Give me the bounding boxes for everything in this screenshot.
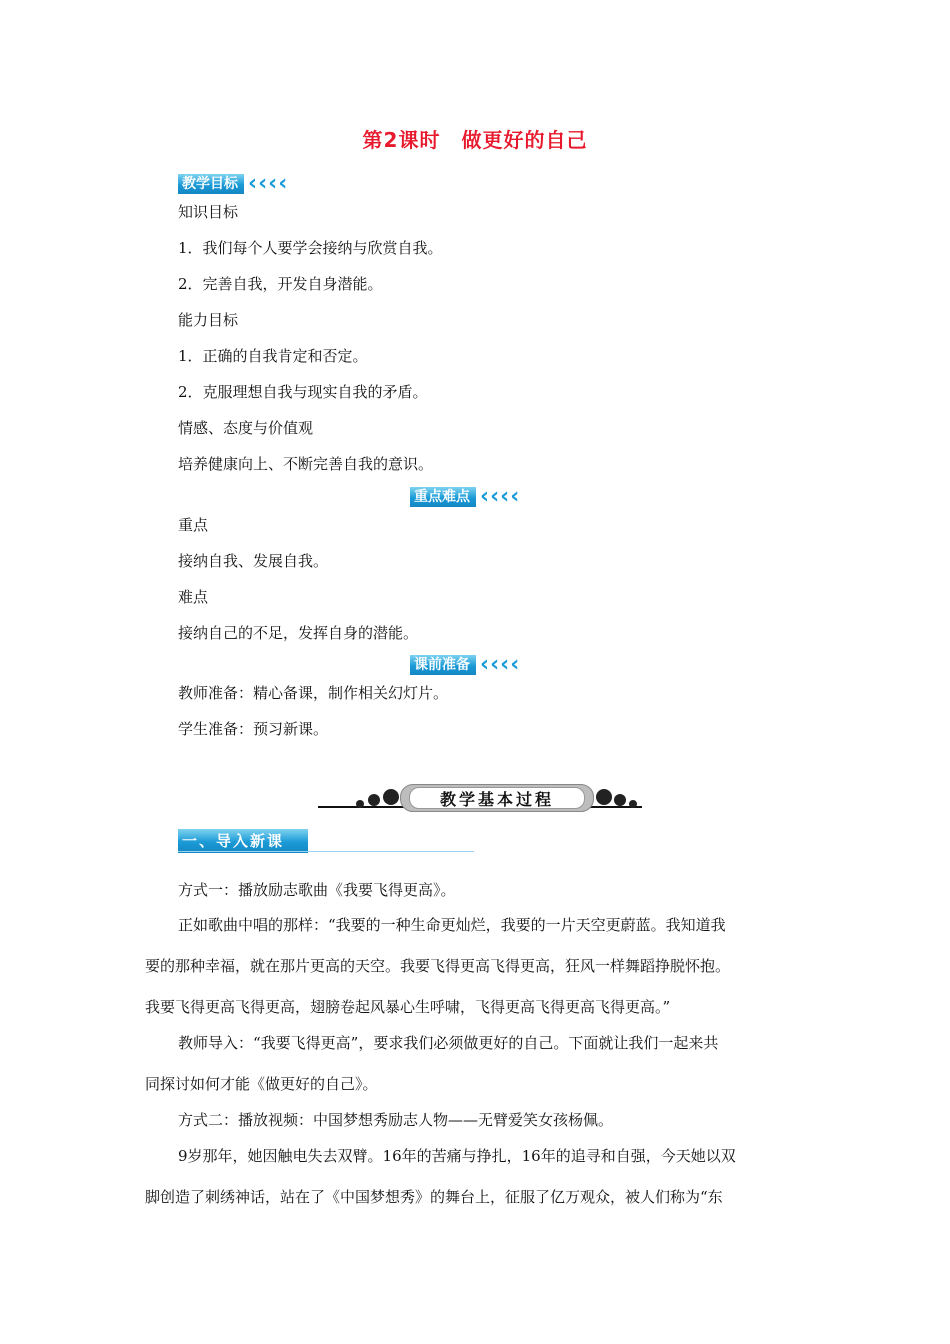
intro-paragraph-line: 9岁那年，她因触电失去双臂。16年的苦痛与挣扎，16年的追寻和自强，今天她以双	[178, 1147, 736, 1165]
emotion-heading: 情感、态度与价值观	[178, 419, 314, 437]
teacher-preparation: 教师准备：精心备课，制作相关幻灯片。	[178, 684, 449, 702]
ability-item: 1．正确的自我肯定和否定。	[178, 347, 368, 365]
intro-way1: 方式一：播放励志歌曲《我要飞得更高》。	[178, 881, 456, 899]
section-tag-label: 教学目标	[178, 174, 244, 194]
banner-dot-icon	[383, 789, 399, 805]
intro-paragraph-line: 教师导入：“我要飞得更高”，要求我们必须做更好的自己。下面就让我们一起来共	[178, 1034, 719, 1052]
key-text: 接纳自我、发展自我。	[178, 552, 329, 570]
banner-dot-icon	[596, 789, 612, 805]
section-tag-keypoints	[410, 486, 520, 508]
intro-paragraph-line: 要的那种幸福，就在那片更高的天空。我要飞得更高飞得更高，狂风一样舞蹈挣脱怀抱。	[145, 957, 731, 975]
intro-paragraph-line: 我要飞得更高飞得更高，翅膀卷起风暴心生呼啸，飞得更高飞得更高飞得更高。”	[145, 998, 671, 1016]
section-tag-intro: 一、导入新课	[178, 829, 308, 853]
chevrons-left-icon: ‹ ‹ ‹ ‹	[480, 652, 520, 677]
process-banner	[400, 784, 594, 812]
banner-dot-icon	[368, 794, 380, 806]
emotion-item: 培养健康向上、不断完善自我的意识。	[178, 455, 434, 473]
process-banner-label: 教学基本过程	[409, 787, 585, 809]
section-tag-objectives	[178, 173, 288, 195]
intro-way2: 方式二：播放视频：中国梦想秀励志人物——无臂爱笑女孩杨佩。	[178, 1111, 614, 1129]
section-tag-label: 课前准备	[410, 655, 476, 675]
ability-item: 2．克服理想自我与现实自我的矛盾。	[178, 383, 428, 401]
section-tag-label: 重点难点	[410, 487, 476, 507]
intro-paragraph-line: 脚创造了刺绣神话，站在了《中国梦想秀》的舞台上，征服了亿万观众，被人们称为“东	[145, 1188, 723, 1206]
intro-paragraph-line: 正如歌曲中唱的那样：“我要的一种生命更灿烂，我要的一片天空更蔚蓝。我知道我	[178, 916, 726, 934]
banner-dot-icon	[614, 794, 626, 806]
knowledge-item: 2．完善自我，开发自身潜能。	[178, 275, 383, 293]
difficult-heading: 难点	[178, 588, 209, 606]
chevrons-left-icon: ‹ ‹ ‹ ‹	[480, 484, 520, 509]
intro-paragraph-line: 同探讨如何才能《做更好的自己》。	[145, 1075, 378, 1093]
ability-heading: 能力目标	[178, 311, 239, 329]
student-preparation: 学生准备：预习新课。	[178, 720, 329, 738]
difficult-text: 接纳自己的不足，发挥自身的潜能。	[178, 624, 419, 642]
banner-dot-icon	[629, 800, 637, 808]
section-tag-preparation	[410, 654, 520, 676]
chevrons-left-icon: ‹ ‹ ‹ ‹	[248, 171, 288, 196]
page-title: 第2课时 做更好的自己	[362, 128, 588, 152]
section-rule	[178, 851, 474, 852]
knowledge-heading: 知识目标	[178, 203, 239, 221]
banner-dot-icon	[356, 800, 364, 808]
knowledge-item: 1．我们每个人要学会接纳与欣赏自我。	[178, 239, 443, 257]
key-heading: 重点	[178, 516, 209, 534]
